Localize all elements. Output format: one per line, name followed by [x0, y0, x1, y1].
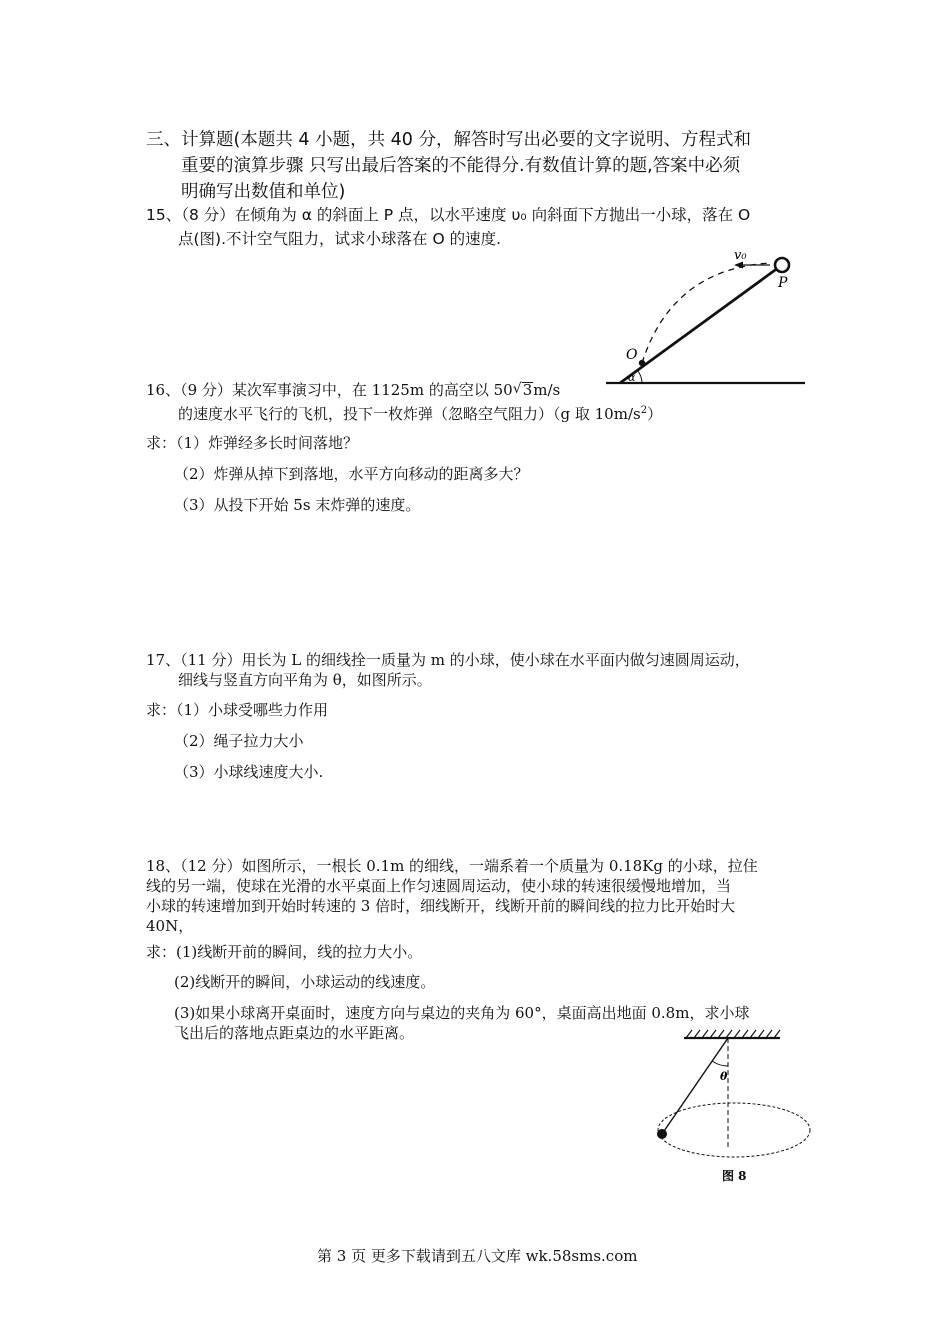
trajectory-path: [642, 263, 770, 363]
figure-8-caption: 图 8: [722, 1169, 747, 1183]
alpha-arc: [638, 371, 642, 383]
q18-ask-3-line-2: 飞出后的落地点距桌边的水平距离。: [174, 1024, 415, 1042]
q16-line-1: [146, 380, 560, 400]
q16-ask-3: （3）从投下开始 5s 末炸弹的速度。: [174, 496, 421, 514]
o-label: O: [626, 347, 638, 363]
p-label: P: [778, 275, 788, 291]
q17-ask-3: （3）小球线速度大小.: [174, 763, 324, 781]
q15-line-1: 15、（8 分）在倾角为 α 的斜面上 P 点，以水平速度 υ₀ 向斜面下方抛出一小球，落在 O: [146, 206, 751, 224]
q16-exponent: 2: [640, 405, 648, 416]
q18-ask-2: (2)线断开的瞬间，小球运动的线速度。: [174, 973, 436, 991]
sqrt-radicand: 3: [522, 381, 533, 399]
q16-line-1-text: 16、（9 分）某次军事演习中，在 1125m 的高空以 50: [146, 381, 513, 399]
q16-ask-1: 求：（1）炸弹经多长时间落地？: [146, 434, 359, 452]
section-heading-line-3: 明确写出数值和单位): [181, 182, 346, 202]
conical-pendulum-figure: [650, 1020, 820, 1190]
q17-ask-1: 求：（1）小球受哪些力作用: [146, 701, 329, 719]
ball-at-p: [775, 258, 789, 272]
ceiling-hatching: [686, 1030, 780, 1038]
q16-line-2: [178, 401, 662, 424]
q15-line-2: 点(图).不计空气阻力，试求小球落在 O 的速度.: [178, 230, 502, 248]
page-footer: 第 3 页 更多下载请到五八文库 wk.58sms.com: [317, 1247, 638, 1265]
point-o-dot: [639, 360, 645, 366]
q16-speed-unit: m/s: [533, 381, 561, 399]
section-heading-line-1: 三、计算题(本题共 4 小题，共 40 分，解答时写出必要的文字说明、方程式和: [146, 130, 751, 150]
section-heading-line-2: 重要的演算步骤 只写出最后答案的不能得分.有数值计算的题,答案中必须: [181, 156, 741, 176]
alpha-label: α: [628, 371, 636, 384]
q16-line-2-end: ）: [647, 405, 663, 423]
v0-label: v₀: [734, 248, 747, 263]
circular-path: [658, 1103, 810, 1157]
incline-figure: [600, 245, 810, 390]
pendulum-ball: [657, 1129, 667, 1139]
string-line: [662, 1038, 728, 1134]
theta-arc: [712, 1061, 728, 1066]
q18-line-3: 小球的转速增加到开始时转速的 3 倍时，细线断开，线断开前的瞬间线的拉力比开始时大: [146, 897, 736, 915]
theta-label: θ: [720, 1070, 728, 1083]
q16-ask-2: （2）炸弹从掉下到落地，水平方向移动的距离多大？: [174, 465, 529, 483]
q18-line-4: 40N，: [146, 917, 194, 935]
q18-ask-1: 求：(1)线断开前的瞬间，线的拉力大小。: [146, 943, 423, 961]
q16-line-2-text: 的速度水平飞行的飞机，投下一枚炸弹（忽略空气阻力）（g 取 10m/s: [178, 405, 641, 423]
q18-line-1: 18、（12 分）如图所示，一根长 0.1m 的细线，一端系着一个质量为 0.18Kg 的小球，拉住: [146, 857, 758, 875]
sqrt-three: √ 3: [512, 381, 533, 399]
q18-line-2: 线的另一端，使球在光滑的水平桌面上作匀速圆周运动，使小球的转速很缓慢地增加，当: [146, 877, 732, 895]
q17-ask-2: （2）绳子拉力大小: [174, 732, 304, 750]
q17-line-2: 细线与竖直方向平角为 θ，如图所示。: [178, 671, 432, 689]
q18-ask-3-line-1: (3)如果小球离开桌面时，速度方向与桌边的夹角为 60°，桌面高出地面 0.8m，求小球: [174, 1004, 750, 1022]
q17-line-1: 17、（11 分）用长为 L 的细线拴一质量为 m 的小球，使小球在水平面内做匀速圆周运动，: [146, 651, 750, 669]
